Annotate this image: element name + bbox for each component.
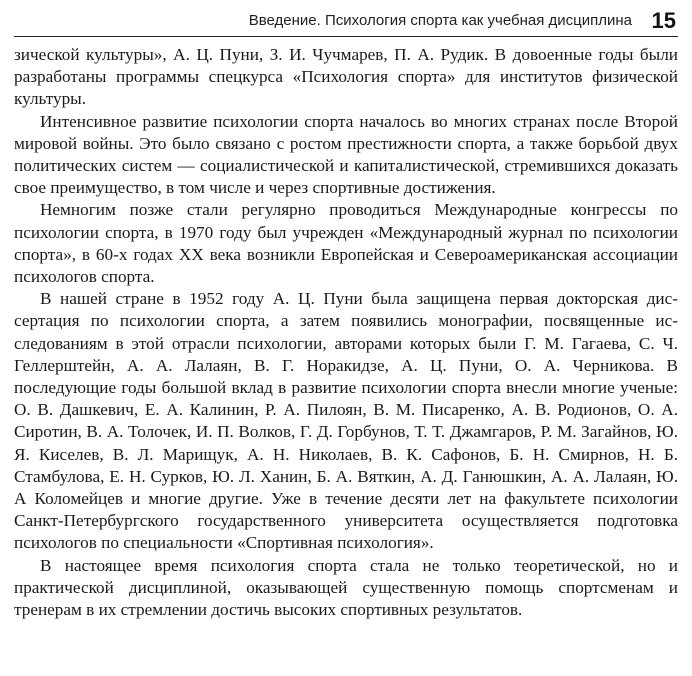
paragraph: Интенсивное развитие психологии спорта началось во многих странах после Второй мировой войны. Это было связано с ростом престижности спорта, а также борьбой двух политических систем — социалистической и капиталистической, стремившихся доказать свое преимущество, в том числе и через спортивные достижения. <box>14 111 678 198</box>
page-body <box>14 44 678 621</box>
running-header <box>14 8 678 37</box>
paragraph: В настоящее время психология спорта стала не только теоретической, но и практической дисциплиной, оказывающей существенную помощь спортсменам и тренерам в их стремлении достичь высоких спортивных результатов. <box>14 555 678 620</box>
chapter-title: Введение. Психология спорта как учебная дисциплина <box>248 12 632 29</box>
page-number: 15 <box>651 8 676 33</box>
paragraph: В нашей стране в 1952 году А. Ц. Пуни была защищена первая докторская диссертация по психологии спорта, а затем появились монографии, посвященные исследованиям в этой отрасли психологии, авторами которых были Г. М. Гагаева, С. Ч. Геллерштейн, А. А. Лалаян, В. Г. Норакидзе, А. Ц. Пуни, О. А. Черникова. В последующие годы большой вклад в развитие психологии спорта внесли многие ученые: О. В. Дашкевич, Е. А. Калинин, Р. А. Пилоян, В. М. Писаренко, А. В. Родионов, О. А. Сиротин, В. А. Толочек, И. П. Волков, Г. Д. Горбунов, Т. Т. Джамгаров, Р. М. Загайнов, Ю. Я. Киселев, В. Л. Марищук, А. Н. Николаев, В. К. Сафонов, Б. Н. Смирнов, Н. Б. Стамбулова, Е. Н. Сурков, Ю. Л. Ханин, Б. А. Вяткин, А. Д. Ганюшкин, А. А. Лалаян, Ю. А Коломейцев и многие другие. Уже в течение десяти лет на факультете психологии Санкт-Петербургского государственного университета осуществляется подготовка психологов по специальности «Спортивная психология». <box>14 289 678 553</box>
paragraph: Немногим позже стали регулярно проводиться Международные конгрессы по психологии спорта, в 1970 году был учрежден «Международный журнал по психологии спорта», в 60-х годах XX века возникли Европейская и Североамериканская ассоциации психологов спорта. <box>14 200 678 287</box>
paragraph-continuation: зической культуры», А. Ц. Пуни, З. И. Чучмарев, П. А. Рудик. В довоенные годы были разработаны программы спецкурса «Психология спорта» для институтов физической культуры. <box>14 45 678 109</box>
